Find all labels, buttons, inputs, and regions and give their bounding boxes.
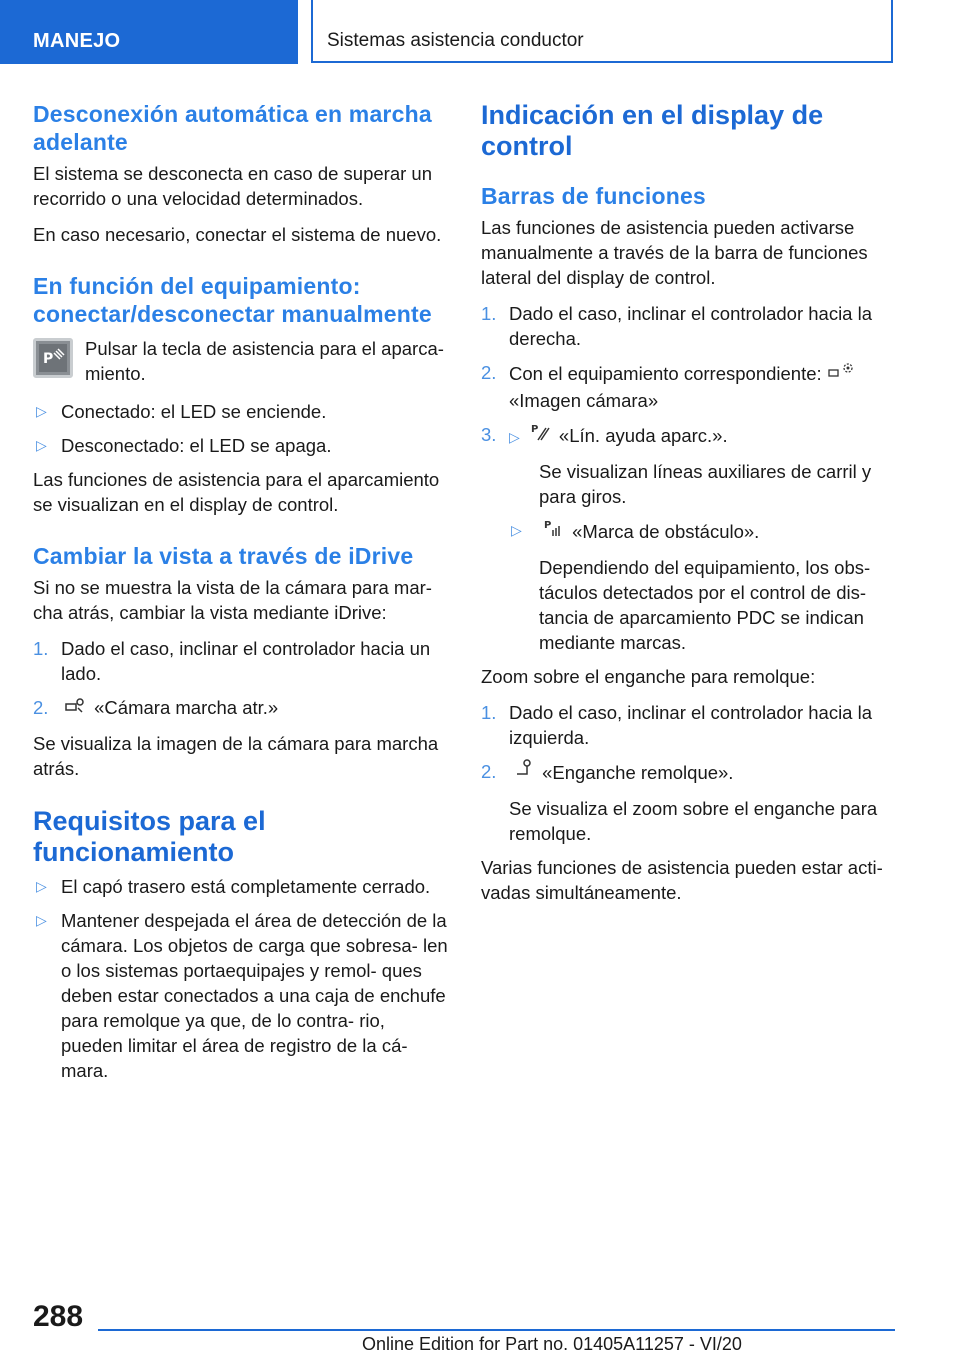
obstacle-marker-icon xyxy=(539,518,567,546)
heading-display: Indicación en el display de control xyxy=(481,100,824,161)
triangle-bullet-icon: ▷ xyxy=(36,912,47,928)
section-title: MANEJO xyxy=(33,30,121,52)
chapter-tab xyxy=(311,0,893,63)
svg-text:P: P xyxy=(43,351,54,367)
chapter-title: Sistemas asistencia conductor xyxy=(327,30,584,51)
rear-camera-icon xyxy=(61,696,89,722)
heading-idrive: Cambiar la vista a través de iDrive xyxy=(33,543,414,569)
list-item: 2. «Cámara marcha atr.» xyxy=(33,695,449,722)
paragraph: Se visualiza la imagen de la cámara para marcha atrás. xyxy=(33,733,439,779)
list-item: 2. Con el equipamiento correspondiente: «Imagen cámara» xyxy=(481,360,897,413)
heading-requirements: Requisitos para el funcionamiento xyxy=(33,806,266,867)
list-item: 1. Dado el caso, inclinar el controlador hacia la derecha. xyxy=(481,303,873,349)
list-item-desc: Se visualizan líneas auxiliares de carril y para giros. xyxy=(539,461,872,507)
footer-divider xyxy=(98,1329,895,1331)
list-item: 1. Dado el caso, inclinar el controlador hacia un lado. xyxy=(33,638,431,684)
list-item: ▷ Conectado: el LED se enciende. xyxy=(36,401,327,422)
svg-text:P: P xyxy=(530,424,539,435)
page-number: 288 xyxy=(33,1300,84,1333)
heading-manual: En función del equipamiento: conectar/desconectar manualmente xyxy=(33,273,432,327)
guide-lines-icon xyxy=(526,422,554,450)
heading-auto-off: Desconexión automática en marcha adelante xyxy=(33,101,432,155)
left-column xyxy=(33,100,449,1092)
list-item: 3. ▷ P «Lín. ayuda aparc.». xyxy=(481,422,897,450)
paragraph: El sistema se desconecta en caso de superar un recorrido o una velocidad determinados. xyxy=(33,163,433,209)
right-column xyxy=(481,100,897,916)
paragraph: Varias funciones de asistencia pueden estar acti- vadas simultáneamente. xyxy=(481,857,883,903)
paragraph: Si no se muestra la vista de la cámara para mar- cha atrás, cambiar la vista mediante iDrive: xyxy=(33,577,432,623)
edition-note: Online Edition for Part no. 01405A11257 - VI/20 xyxy=(362,1334,742,1354)
section-tab xyxy=(0,0,298,64)
paragraph: Pulsar la tecla de asistencia para el aparca- miento. xyxy=(85,338,444,384)
list-item: 1. Dado el caso, inclinar el controlador hacia la izquierda. xyxy=(481,702,873,748)
paragraph: En caso necesario, conectar el sistema de nuevo. xyxy=(33,224,442,245)
svg-text:P: P xyxy=(544,520,552,531)
triangle-bullet-icon: ▷ xyxy=(511,522,522,538)
triangle-bullet-icon: ▷ xyxy=(36,878,47,894)
park-assist-key-icon xyxy=(33,338,73,378)
paragraph: Las funciones de asistencia pueden activarse manualmente a través de la barra de funciones lateral del display de control. xyxy=(481,217,868,288)
list-item-desc: Se visualiza el zoom sobre el enganche para remolque. xyxy=(509,798,878,844)
list-item: ▷ Desconectado: el LED se apaga. xyxy=(36,435,332,456)
list-item: ▷ Mantener despejada el área de detección de la cámara. Los objetos de carga que sobresa- len o los sistemas portaequipajes y remol- ques deben estar conectados a una caja de enchufe para remolque ya que, de lo contra- rio, pueden limitar el área de registro de la cá- mara. xyxy=(36,910,448,1081)
triangle-bullet-icon: ▷ xyxy=(36,403,47,419)
triangle-bullet-icon: ▷ xyxy=(509,429,520,445)
camera-settings-icon xyxy=(827,360,855,388)
list-item: ▷ El capó trasero está completamente cerrado. xyxy=(36,876,431,897)
paragraph: Zoom sobre el enganche para remolque: xyxy=(481,666,816,687)
button-instruction xyxy=(33,336,449,386)
paragraph: Las funciones de asistencia para el aparcamiento se visualizan en el display de control. xyxy=(33,469,440,515)
heading-bars: Barras de funciones xyxy=(481,183,706,209)
list-item: ▷ P «Marca de obstáculo». xyxy=(481,518,897,546)
list-item-desc: Dependiendo del equipamiento, los obs- táculos detectados por el control de dis- tancia de aparcamiento PDC se indican mediante marcas. xyxy=(539,557,871,653)
triangle-bullet-icon: ▷ xyxy=(36,437,47,453)
list-item: 2. «Enganche remolque». xyxy=(481,759,897,787)
trailer-hitch-icon xyxy=(509,759,537,787)
